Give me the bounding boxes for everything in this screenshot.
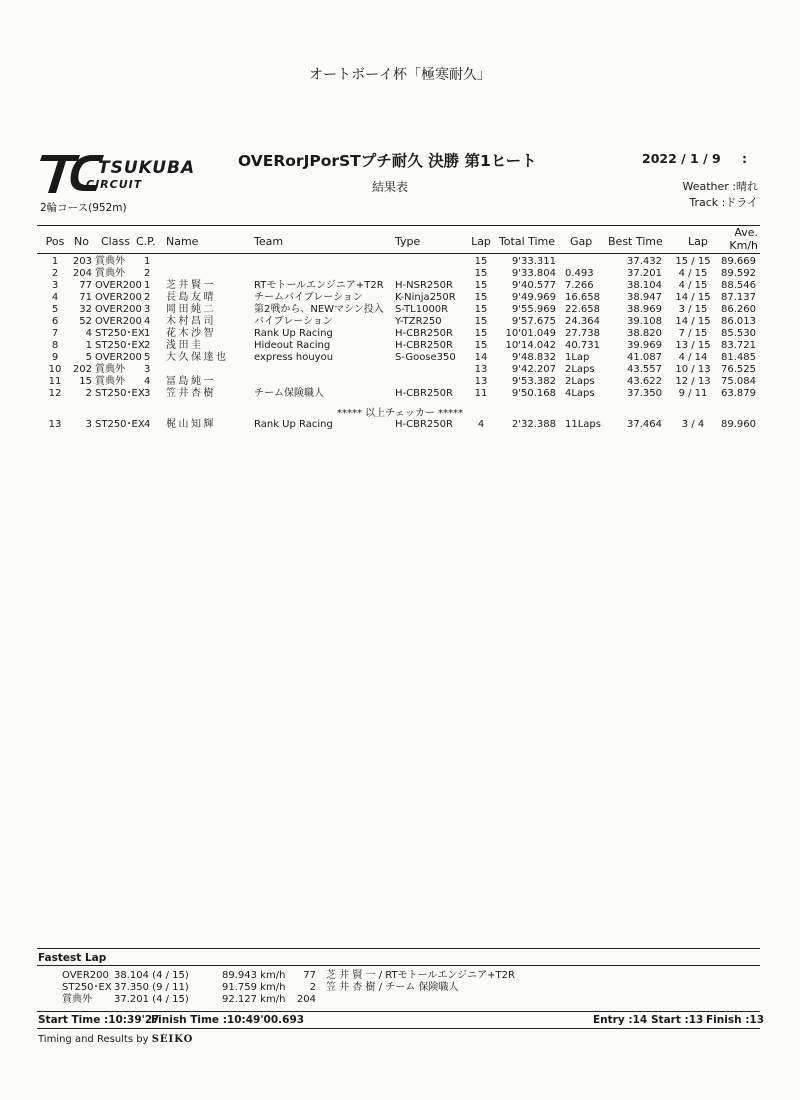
result-team: チーム保険職人 bbox=[254, 388, 324, 399]
table-row bbox=[0, 304, 800, 316]
result-ave-speed: 89.669 bbox=[721, 256, 756, 267]
result-ave-speed: 86.260 bbox=[721, 304, 756, 315]
result-best-time: 38.820 bbox=[627, 328, 662, 339]
result-pos: 13 bbox=[48, 419, 62, 430]
result-type: S-TL1000R bbox=[395, 304, 449, 315]
result-best-lap: 14 / 15 bbox=[675, 316, 711, 327]
result-best-lap: 4 / 15 bbox=[678, 268, 708, 279]
footer-top-rule bbox=[37, 1011, 760, 1012]
result-total-time: 9'57.675 bbox=[511, 316, 556, 327]
fastest-lap-class: ST250･EX bbox=[62, 982, 112, 993]
table-row bbox=[0, 316, 800, 328]
fastest-lap-row bbox=[0, 982, 800, 994]
result-gap: 27.738 bbox=[565, 328, 600, 339]
result-class: OVER200 bbox=[95, 292, 142, 303]
table-row bbox=[0, 419, 800, 431]
result-lap: 13 bbox=[474, 364, 488, 375]
entry-count: Entry :14 bbox=[593, 1014, 648, 1026]
result-type: H-CBR250R bbox=[395, 328, 453, 339]
result-no: 203 bbox=[72, 256, 92, 267]
result-total-time: 9'53.382 bbox=[511, 376, 556, 387]
tsukuba-circuit-logo bbox=[38, 152, 203, 198]
result-name: 笠井杏樹 bbox=[166, 388, 216, 399]
fastest-lap-rider: 芝 井 賢 一 / RTモトールエンジニア+T2R bbox=[326, 970, 515, 981]
result-ave-speed: 89.960 bbox=[721, 419, 756, 430]
result-ave-speed: 75.084 bbox=[721, 376, 756, 387]
result-best-time: 43.622 bbox=[627, 376, 662, 387]
result-team: Rank Up Racing bbox=[254, 328, 333, 339]
table-row bbox=[0, 280, 800, 292]
result-gap: 24.364 bbox=[565, 316, 600, 327]
result-gap: 4Laps bbox=[565, 388, 595, 399]
result-best-time: 37.201 bbox=[627, 268, 662, 279]
checker-line: ***** 以上チェッカー ***** bbox=[336, 408, 464, 419]
result-pos: 6 bbox=[51, 316, 59, 327]
start-count: Start :13 bbox=[651, 1014, 704, 1026]
result-name: 長島友晴 bbox=[166, 292, 216, 303]
col-no: No bbox=[74, 235, 89, 248]
result-no: 32 bbox=[79, 304, 92, 315]
result-gap: 7.266 bbox=[565, 280, 594, 291]
result-cp: 4 bbox=[144, 316, 151, 327]
result-gap: 2Laps bbox=[565, 364, 595, 375]
result-type: H-CBR250R bbox=[395, 388, 453, 399]
result-total-time: 10'14.042 bbox=[505, 340, 556, 351]
result-cp: 1 bbox=[144, 280, 151, 291]
result-best-time: 39.108 bbox=[627, 316, 662, 327]
logo-sub-text: CIRCUIT bbox=[86, 178, 143, 191]
race-title: OVERorJPorSTプチ耐久 決勝 第1ヒート bbox=[238, 152, 537, 170]
result-ave-speed: 81.485 bbox=[721, 352, 756, 363]
result-class: 賞典外 bbox=[95, 256, 125, 267]
fastest-lap-no: 204 bbox=[296, 994, 316, 1005]
fastest-lap-speed: 92.127 km/h bbox=[222, 994, 286, 1005]
result-lap: 11 bbox=[474, 388, 488, 399]
col-team: Team bbox=[254, 235, 284, 248]
result-no: 52 bbox=[79, 316, 92, 327]
start-time: Start Time :10:39'27 bbox=[38, 1014, 160, 1026]
result-gap: 40.731 bbox=[565, 340, 600, 351]
fastest-lap-class: 賞典外 bbox=[62, 994, 92, 1005]
result-total-time: 9'33.311 bbox=[511, 256, 556, 267]
timing-credit-text: Timing and Results by bbox=[38, 1034, 149, 1045]
finish-time: Finish Time :10:49'00.693 bbox=[151, 1014, 305, 1026]
result-pos: 2 bbox=[51, 268, 59, 279]
fastest-lap-title: Fastest Lap bbox=[38, 952, 107, 964]
result-no: 5 bbox=[85, 352, 92, 363]
result-class: ST250･EX bbox=[95, 328, 145, 339]
result-lap: 15 bbox=[474, 268, 488, 279]
result-pos: 11 bbox=[48, 376, 62, 387]
table-row bbox=[0, 388, 800, 400]
result-cp: 2 bbox=[144, 292, 151, 303]
result-name: 岡田純二 bbox=[166, 304, 216, 315]
fastest-lap-class: OVER200 bbox=[62, 970, 109, 981]
result-total-time: 9'42.207 bbox=[511, 364, 556, 375]
result-best-time: 38.104 bbox=[627, 280, 662, 291]
result-no: 15 bbox=[79, 376, 92, 387]
result-best-lap: 3 / 15 bbox=[678, 304, 708, 315]
result-lap: 14 bbox=[474, 352, 488, 363]
result-cp: 3 bbox=[144, 364, 151, 375]
result-gap: 2Laps bbox=[565, 376, 595, 387]
result-ave-speed: 63.879 bbox=[721, 388, 756, 399]
result-total-time: 9'33.804 bbox=[511, 268, 556, 279]
result-gap: 16.658 bbox=[565, 292, 600, 303]
result-best-time: 38.969 bbox=[627, 304, 662, 315]
result-ave-speed: 76.525 bbox=[721, 364, 756, 375]
result-pos: 7 bbox=[51, 328, 59, 339]
result-no: 204 bbox=[72, 268, 92, 279]
result-type: H-NSR250R bbox=[395, 280, 453, 291]
fastest-lap-no: 2 bbox=[309, 982, 316, 993]
table-row bbox=[0, 364, 800, 376]
result-type: H-CBR250R bbox=[395, 419, 453, 430]
result-team: express houyou bbox=[254, 352, 334, 363]
result-class: OVER200 bbox=[95, 352, 142, 363]
result-type: Y-TZR250 bbox=[395, 316, 442, 327]
result-best-lap: 4 / 14 bbox=[678, 352, 708, 363]
result-team: 第2戦から、NEWマシン投入 bbox=[254, 304, 384, 315]
col-best-time: Best Time bbox=[608, 235, 663, 248]
result-name: 梶山知輝 bbox=[166, 419, 216, 430]
result-lap: 15 bbox=[474, 340, 488, 351]
result-pos: 8 bbox=[51, 340, 59, 351]
result-best-time: 37.432 bbox=[627, 256, 662, 267]
col-ave-bottom: Km/h bbox=[729, 239, 758, 252]
result-pos: 5 bbox=[51, 304, 59, 315]
result-total-time: 10'01.049 bbox=[505, 328, 556, 339]
fastest-lap-row bbox=[0, 994, 800, 1006]
result-best-lap: 12 / 13 bbox=[675, 376, 711, 387]
result-pos: 9 bbox=[51, 352, 59, 363]
result-lap: 15 bbox=[474, 328, 488, 339]
result-team: RTモトールエンジニア+T2R bbox=[254, 280, 384, 291]
result-name: 花木沙智 bbox=[166, 328, 216, 339]
table-header-rule bbox=[37, 253, 760, 254]
logo-main-text: TSUKUBA bbox=[98, 158, 196, 178]
result-total-time: 9'50.168 bbox=[511, 388, 556, 399]
table-row bbox=[0, 328, 800, 340]
col-cp: C.P. bbox=[136, 235, 156, 248]
result-ave-speed: 87.137 bbox=[721, 292, 756, 303]
result-ave-speed: 88.546 bbox=[721, 280, 756, 291]
fastest-lap-rider: 笠 井 杏 樹 / チーム 保険職人 bbox=[326, 982, 459, 993]
result-cp: 4 bbox=[144, 419, 151, 430]
result-best-lap: 13 / 15 bbox=[675, 340, 711, 351]
result-best-time: 39.969 bbox=[627, 340, 662, 351]
result-no: 71 bbox=[79, 292, 92, 303]
result-cp: 1 bbox=[144, 328, 151, 339]
table-row bbox=[0, 352, 800, 364]
result-pos: 3 bbox=[51, 280, 59, 291]
result-pos: 4 bbox=[51, 292, 59, 303]
col-class: Class bbox=[101, 235, 130, 248]
result-lap: 15 bbox=[474, 280, 488, 291]
table-row bbox=[0, 256, 800, 268]
fastest-lap-time: 37.350 (9 / 11) bbox=[114, 982, 189, 993]
result-name: 木村昌司 bbox=[166, 316, 216, 327]
result-class: OVER200 bbox=[95, 280, 142, 291]
result-gap: 0.493 bbox=[565, 268, 594, 279]
result-no: 77 bbox=[79, 280, 92, 291]
result-class: 賞典外 bbox=[95, 268, 125, 279]
result-ave-speed: 85.530 bbox=[721, 328, 756, 339]
document-title: オートボーイ杯「極寒耐久」 bbox=[309, 67, 491, 83]
result-best-lap: 7 / 15 bbox=[678, 328, 708, 339]
result-class: 賞典外 bbox=[95, 376, 125, 387]
col-total-time: Total Time bbox=[498, 235, 556, 248]
result-name: 浅田圭 bbox=[166, 340, 204, 351]
result-pos: 10 bbox=[48, 364, 62, 375]
result-best-time: 43.557 bbox=[627, 364, 662, 375]
col-type: Type bbox=[395, 235, 421, 248]
result-type: S-Goose350 bbox=[395, 352, 456, 363]
table-top-rule bbox=[37, 225, 760, 226]
table-row bbox=[0, 340, 800, 352]
timing-credit bbox=[38, 1034, 193, 1045]
fastest-lap-time: 38.104 (4 / 15) bbox=[114, 970, 189, 981]
result-no: 2 bbox=[85, 388, 92, 399]
result-class: ST250･EX bbox=[95, 340, 145, 351]
result-pos: 12 bbox=[48, 388, 62, 399]
result-ave-speed: 89.592 bbox=[721, 268, 756, 279]
result-class: ST250･EX bbox=[95, 419, 145, 430]
result-lap: 15 bbox=[474, 304, 488, 315]
result-class: OVER200 bbox=[95, 304, 142, 315]
finish-count: Finish :13 bbox=[706, 1014, 765, 1026]
race-time-colon: : bbox=[742, 151, 747, 166]
weather-label: Weather :晴れ bbox=[682, 180, 758, 193]
result-lap: 13 bbox=[474, 376, 488, 387]
result-best-lap: 14 / 15 bbox=[675, 292, 711, 303]
result-cp: 4 bbox=[144, 376, 151, 387]
result-team: チームバイブレーション bbox=[254, 292, 363, 303]
col-ave bbox=[724, 226, 758, 252]
race-date: 2022 / 1 / 9 bbox=[642, 151, 721, 166]
seiko-logo-text: SEIKO bbox=[151, 1034, 194, 1045]
result-gap: 1Lap bbox=[565, 352, 590, 363]
result-cp: 1 bbox=[144, 256, 151, 267]
result-type: H-CBR250R bbox=[395, 340, 453, 351]
fastest-lap-top-rule bbox=[37, 948, 760, 949]
result-class: 賞典外 bbox=[95, 364, 125, 375]
fastest-lap-no: 77 bbox=[303, 970, 316, 981]
col-name: Name bbox=[166, 235, 199, 248]
result-best-lap: 9 / 11 bbox=[678, 388, 708, 399]
table-row bbox=[0, 292, 800, 304]
result-total-time: 2'32.388 bbox=[511, 419, 556, 430]
result-best-lap: 4 / 15 bbox=[678, 280, 708, 291]
course-label: 2輪コース(952m) bbox=[40, 202, 127, 214]
result-best-time: 41.087 bbox=[627, 352, 662, 363]
result-no: 4 bbox=[85, 328, 92, 339]
result-best-time: 37.350 bbox=[627, 388, 662, 399]
result-best-lap: 10 / 13 bbox=[675, 364, 711, 375]
fastest-lap-row bbox=[0, 970, 800, 982]
result-total-time: 9'49.969 bbox=[511, 292, 556, 303]
result-team: Rank Up Racing bbox=[254, 419, 333, 430]
result-best-lap: 3 / 4 bbox=[681, 419, 705, 430]
result-cp: 2 bbox=[144, 340, 151, 351]
result-total-time: 9'48.832 bbox=[511, 352, 556, 363]
result-name: 大久保達也 bbox=[166, 352, 229, 363]
result-team: Hideout Racing bbox=[254, 340, 331, 351]
result-no: 1 bbox=[85, 340, 92, 351]
result-pos: 1 bbox=[51, 256, 59, 267]
col-pos: Pos bbox=[45, 235, 65, 248]
table-row bbox=[0, 376, 800, 388]
result-ave-speed: 86.013 bbox=[721, 316, 756, 327]
col-lap: Lap bbox=[471, 235, 491, 248]
result-class: ST250･EX bbox=[95, 388, 145, 399]
result-no: 202 bbox=[72, 364, 92, 375]
track-label: Track :ドライ bbox=[689, 196, 758, 209]
col-ave-top: Ave. bbox=[734, 226, 758, 239]
result-cp: 3 bbox=[144, 388, 151, 399]
result-best-time: 37.464 bbox=[627, 419, 662, 430]
result-lap: 15 bbox=[474, 292, 488, 303]
table-row bbox=[0, 268, 800, 280]
result-cp: 3 bbox=[144, 304, 151, 315]
fastest-lap-speed: 89.943 km/h bbox=[222, 970, 286, 981]
fastest-lap-speed: 91.759 km/h bbox=[222, 982, 286, 993]
result-lap: 15 bbox=[474, 316, 488, 327]
result-total-time: 9'55.969 bbox=[511, 304, 556, 315]
result-best-time: 38.947 bbox=[627, 292, 662, 303]
result-ave-speed: 83.721 bbox=[721, 340, 756, 351]
result-lap: 15 bbox=[474, 256, 488, 267]
result-class: OVER200 bbox=[95, 316, 142, 327]
col-best-lap: Lap bbox=[688, 235, 708, 248]
result-total-time: 9'40.577 bbox=[511, 280, 556, 291]
result-name: 冨島純一 bbox=[166, 376, 216, 387]
result-gap: 22.658 bbox=[565, 304, 600, 315]
result-no: 3 bbox=[85, 419, 92, 430]
result-gap: 11Laps bbox=[565, 419, 601, 430]
result-cp: 2 bbox=[144, 268, 151, 279]
fastest-lap-time: 37.201 (4 / 15) bbox=[114, 994, 189, 1005]
results-label: 結果表 bbox=[372, 180, 409, 194]
result-name: 芝井賢一 bbox=[166, 280, 216, 291]
result-type: K-Ninja250R bbox=[395, 292, 456, 303]
result-lap: 4 bbox=[477, 419, 485, 430]
col-gap: Gap bbox=[570, 235, 593, 248]
result-best-lap: 15 / 15 bbox=[675, 256, 711, 267]
fastest-lap-title-rule bbox=[37, 965, 760, 966]
footer-bottom-rule bbox=[37, 1028, 760, 1029]
result-cp: 5 bbox=[144, 352, 151, 363]
result-team: バイブレーション bbox=[254, 316, 333, 327]
